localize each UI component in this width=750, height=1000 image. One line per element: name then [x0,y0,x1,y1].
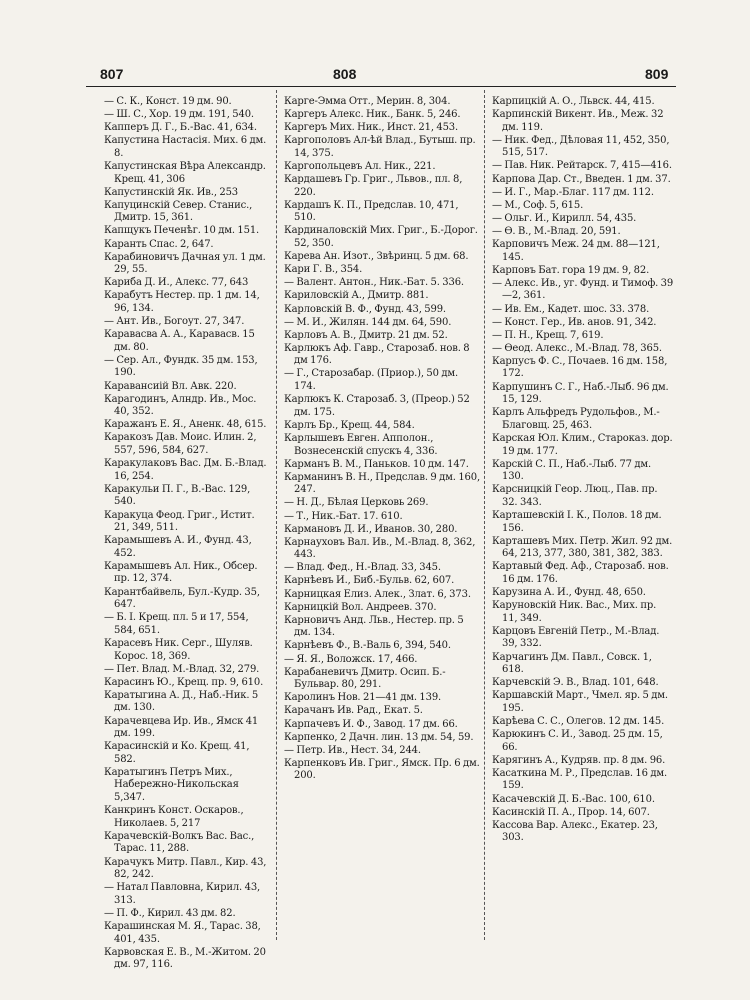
directory-entry: Каргополовъ Ал-ѣй Влад., Бутыш. пр. 14, 375. [284,135,476,159]
directory-column-left [104,96,272,971]
directory-entry: — Ѳеод. Алекс., М.-Влад. 78, 365. [492,342,662,354]
directory-entry: Каргеръ Алекс. Ник., Банк. 5, 246. [284,109,461,121]
directory-entry: Каролинъ Нов. 21—41 дм. 139. [284,692,442,704]
directory-entry: Карачевцева Ир. Ив., Ямск 41 дм. 199. [104,715,259,740]
directory-entry: Каравансиій Вл. Авк. 220. [104,380,237,392]
directory-entry: Кардашевъ Гр. Григ., Львов., пл. 8, 220. [284,174,463,198]
directory-entry: Каракуца Феод. Григ., Истит. 21, 349, 511. [104,509,255,534]
directory-entry: Карнѣевъ И., Биб.-Бульв. 62, 607. [284,575,455,587]
directory-entry: Карачанъ Ив. Рад., Екат. 5. [284,705,423,717]
directory-entry: — С. К., Конст. 19 дм. 90. [104,96,232,107]
directory-entry: — Пет. Влад. М.-Влад. 32, 279. [104,663,260,675]
directory-entry: — М., Соф. 5, 615. [492,199,584,211]
directory-entry: Карлъ Бр., Крещ. 44, 584. [284,419,415,431]
directory-entry: Карпушинъ С. Г., Наб.-Лыб. 96 дм. 15, 129. [492,381,669,406]
directory-entry: Карчевскій Э. В., Влад. 101, 648. [492,677,659,689]
directory-entry: Карповъ Бат. гора 19 дм. 9, 82. [492,264,650,276]
directory-entry: Карманинъ В. Н., Предслав. 9 дм. 160, 247. [284,471,480,496]
directory-entry: Каргеръ Мих. Ник., Инст. 21, 453. [284,122,459,134]
directory-entry: — Ольг. И., Кирилл. 54, 435. [492,212,637,224]
directory-entry: Карузина А. И., Фунд. 48, 650. [492,587,646,599]
directory-entry: Кардиналовскій Мих. Григ., Б.-Дорог. 52, 350. [284,225,478,250]
directory-entry: Каракулаковъ Вас. Дм. Б.-Влад. 16, 254. [104,458,267,482]
directory-entry: Кардашъ К. П., Предслав. 10, 471, 510. [284,199,459,224]
directory-entry: — И. Г., Мар.-Благ. 117 дм. 112. [492,186,654,198]
directory-entry: — Петр. Ив., Нест. 34, 244. [284,744,421,756]
directory-entry: — Н. Д., Бѣлая Церковь 269. [284,497,429,509]
directory-entry: Карге-Эмма Отт., Мерин. 8, 304. [284,96,451,107]
directory-entry: — Ник. Фед., Дѣловая 11, 452, 350, 515, 517. [492,134,670,159]
directory-entry: — Ив. Ем., Кадет. шос. 33. 378. [492,303,650,315]
directory-column-right [492,96,674,950]
directory-entry: Карвовская Е. В., М.-Житом. 20 дм. 97, 116. [104,946,266,971]
directory-entry: — Сер. Ал., Фундк. 35 дм. 153, 190. [104,354,258,379]
directory-entry: Касачевскій Д. Б.-Вас. 100, 610. [492,793,655,805]
directory-entry: Карманъ В. М., Паньков. 10 дм. 147. [284,458,469,470]
directory-entry: Каратыгина А. Д., Наб.-Ник. 5 дм. 130. [104,689,259,714]
directory-entry: Карасинъ Ю., Крещ. пр. 9, 610. [104,676,264,688]
directory-entry: Капустина Настасія. Мих. 6 дм. 8. [104,135,267,159]
page-number-left: 807 [100,66,124,82]
directory-entry: Каратыгинъ Петръ Мих., Набережно-Никольская 5,347. [104,766,239,804]
directory-entry: Карабаневичъ Дмитр. Осип. Б.-Бульвар. 80, 291. [284,666,446,691]
page-number-middle: 808 [333,66,357,82]
directory-entry: — П. Ф., Кирил. 43 дм. 82. [104,907,236,919]
directory-entry: Карачукъ Митр. Павл., Кир. 43, 82, 242. [104,856,267,881]
directory-entry: Карабутъ Нестер. пр. 1 дм. 14, 96, 134. [104,290,260,314]
directory-entry: Каракозъ Дав. Моис. Илин. 2, 557, 596, 584, 627. [104,432,257,457]
directory-entry: Карашинская М. Я., Тарас. 38, 401, 435. [104,921,261,945]
directory-entry: Кари Г. В., 354. [284,264,363,276]
directory-entry: Карасинскій и Ко. Крещ. 41, 582. [104,741,250,765]
directory-entry: Карская Юл. Клим., Староказ. дор. 19 дм. 177. [492,432,673,457]
directory-entry: Карпенковъ Ив. Григ., Ямск. Пр. 6 дм. 200. [284,757,480,782]
directory-entry: Карюкинъ С. И., Завод. 25 дм. 15, 66. [492,729,663,753]
directory-entry: Карповичъ Меж. 24 дм. 88—121, 145. [492,239,660,263]
page-number-right: 809 [645,66,669,82]
directory-entry: Карантбайвель, Бул.-Кудр. 35, 647. [104,586,260,611]
directory-entry: — Влад. Фед., Н.-Влад. 33, 345. [284,562,441,574]
directory-entry: — Ант. Ив., Богоут. 27, 347. [104,316,245,328]
directory-entry: Карабиновичъ Дачная ул. 1 дм. 29, 55. [104,251,266,276]
directory-entry: Карагодинъ, Алндр. Ив., Мос. 40, 352. [104,393,257,418]
directory-entry: Карлюкъ Аф. Гавр., Старозаб. нов. 8 дм 176. [284,342,470,367]
directory-entry: Карягинъ А., Кудряв. пр. 8 дм. 96. [492,754,666,766]
directory-entry: Карташевъ Мих. Петр. Жил. 92 дм. 64, 213, 377, 380, 381, 382, 383. [492,535,673,560]
directory-entry: Карпицкій А. О., Львск. 44, 415. [492,96,655,107]
directory-entry: Карловскій В. Ф., Фунд. 43, 599. [284,303,446,315]
directory-entry: Карпусъ Ф. С., Почаев. 16 дм. 158, 172. [492,355,668,380]
directory-entry: — Алекс. Ив., уг. Фунд. и Тимоф. 39—2, 361. [492,277,674,302]
directory-entry: Канкринъ Конст. Оскаров., Николаев. 5, 217 [104,805,244,829]
directory-entry: Капперъ Д. Г., Б.-Вас. 41, 634. [104,122,257,134]
directory-entry: Карнауховъ Вал. Ив., М.-Влад. 8, 362, 443. [284,536,476,561]
directory-entry: Карачевскій-Волкъ Вас. Вас., Тарас. 11, 288. [104,830,255,855]
column-divider [276,90,277,940]
directory-entry: Карцовъ Евгеній Петр., М.-Влад. 39, 332. [492,625,660,650]
directory-entry: Каранть Спас. 2, 647. [104,238,214,250]
directory-entry: — Натал Павловна, Кирил. 43, 313. [104,882,261,906]
directory-entry: Каргопольцевъ Ал. Ник., 221. [284,160,436,172]
directory-entry: Карновичъ Анд. Льв., Нестер. пр. 5 дм. 134. [284,614,464,639]
directory-entry: Карлышевъ Евген. Апполон., Вознесенскій спускъ 4, 336. [284,432,438,457]
directory-entry: Капустинскій Як. Ив., 253 [104,186,239,198]
directory-entry: — Ѳ. В., М.-Влад. 20, 591. [492,225,621,237]
directory-entry: Каражанъ Е. Я., Аненк. 48, 615. [104,419,267,431]
directory-entry: Каракульи П. Г., В.-Вас. 129, 540. [104,483,251,508]
directory-entry: Карташевскій І. К., Полов. 18 дм. 156. [492,510,662,534]
directory-entry: Капщукъ Печенѣг. 10 дм. 151. [104,225,260,237]
directory-column-middle [284,96,480,950]
directory-entry: — Валент. Антон., Ник.-Бат. 5. 336. [284,277,464,289]
directory-entry: Картавый Фед. Аф., Старозаб. нов. 16 дм. 176. [492,561,669,585]
directory-entry: Карпачевъ И. Ф., Завод. 17 дм. 66. [284,718,458,730]
directory-entry: Кариловскій А., Дмитр. 881. [284,290,429,302]
directory-entry: Карницкій Вол. Андреев. 370. [284,601,437,613]
directory-entry: — Г., Старозабар. (Приор.), 50 дм. 174. [284,368,459,393]
directory-entry: Касинскій П. А., Прор. 14, 607. [492,806,650,818]
directory-entry: Карловъ А. В., Дмитр. 21 дм. 52. [284,329,448,341]
directory-entry: Капуцинскій Север. Станис., Дмитр. 15, 361. [104,199,253,224]
directory-entry: — П. Н., Крещ. 7, 619. [492,329,604,341]
directory-entry: Карева Ан. Изот., Звѣринц. 5 дм. 68. [284,251,469,263]
directory-entry: — Конст. Гер., Ив. анов. 91, 342. [492,316,657,328]
directory-entry: Карамышевъ Ал. Ник., Обсер. пр. 12, 374. [104,560,258,585]
directory-entry: Карпенко, 2 Дачн. лин. 13 дм. 54, 59. [284,731,474,743]
directory-entry: Кармановъ Д. И., Иванов. 30, 280. [284,523,458,535]
column-divider [484,90,485,940]
directory-entry: Карамышевъ А. И., Фунд. 43, 452. [104,535,252,559]
directory-entry: Каршавскій Март., Чмел. яр. 5 дм. 195. [492,690,668,714]
directory-entry: — Т., Ник.-Бат. 17. 610. [284,510,403,522]
directory-entry: Карнѣевъ Ф., В.-Валь 6, 394, 540. [284,640,451,652]
directory-entry: Карѣева С. С., Олегов. 12 дм. 145. [492,716,665,727]
directory-entry: Капустинская Вѣра Александр. Крещ. 41, 306 [104,160,266,185]
directory-entry: Карсницкій Геор. Люц., Пав. пр. 32. 343. [492,484,658,508]
directory-entry: Карпинскій Викент. Ив., Меж. 32 дм. 119. [492,109,664,133]
directory-entry: Карлюкъ К. Старозаб. 3, (Преор.) 52 дм. 175. [284,394,470,418]
directory-entry: Каравасва А. А., Каравасв. 15 дм. 80. [104,329,255,353]
directory-entry: Кариба Д. И., Алекс. 77, 643 [104,277,249,289]
directory-entry: Карасевъ Ник. Серг., Шуляв. Корос. 18, 369. [104,637,253,662]
directory-entry: — Ш. С., Хор. 19 дм. 191, 540. [104,109,254,121]
directory-entry: — Б. І. Крещ. пл. 5 и 17, 554, 584, 651. [104,612,249,636]
directory-entry: — Пав. Ник. Рейтарск. 7, 415—416. [492,160,672,172]
directory-entry: Карпова Дар. Ст., Введен. 1 дм. 37. [492,173,671,185]
directory-entry: Касаткина М. Р., Предслав. 16 дм. 159. [492,767,668,792]
header-rule [86,86,676,87]
directory-entry: Карлъ Альфредъ Рудольфов., М.-Благовщ. 25, 463. [492,407,660,431]
directory-entry: Кассова Вар. Алекс., Екатер. 23, 303. [492,819,658,844]
directory-entry: Каруновскій Ник. Вас., Мих. пр. 11, 349. [492,600,657,624]
directory-entry: Карницкая Елиз. Алек., Злат. 6, 373. [284,588,471,600]
directory-entry: Карскій С. П., Наб.-Лыб. 77 дм. 130. [492,458,652,483]
directory-entry: — Я. Я., Воложск. 17, 466. [284,653,418,665]
directory-entry: — М. И., Жилян. 144 дм. 64, 590. [284,316,452,328]
directory-entry: Карчагинъ Дм. Павл., Совск. 1, 618. [492,651,652,676]
